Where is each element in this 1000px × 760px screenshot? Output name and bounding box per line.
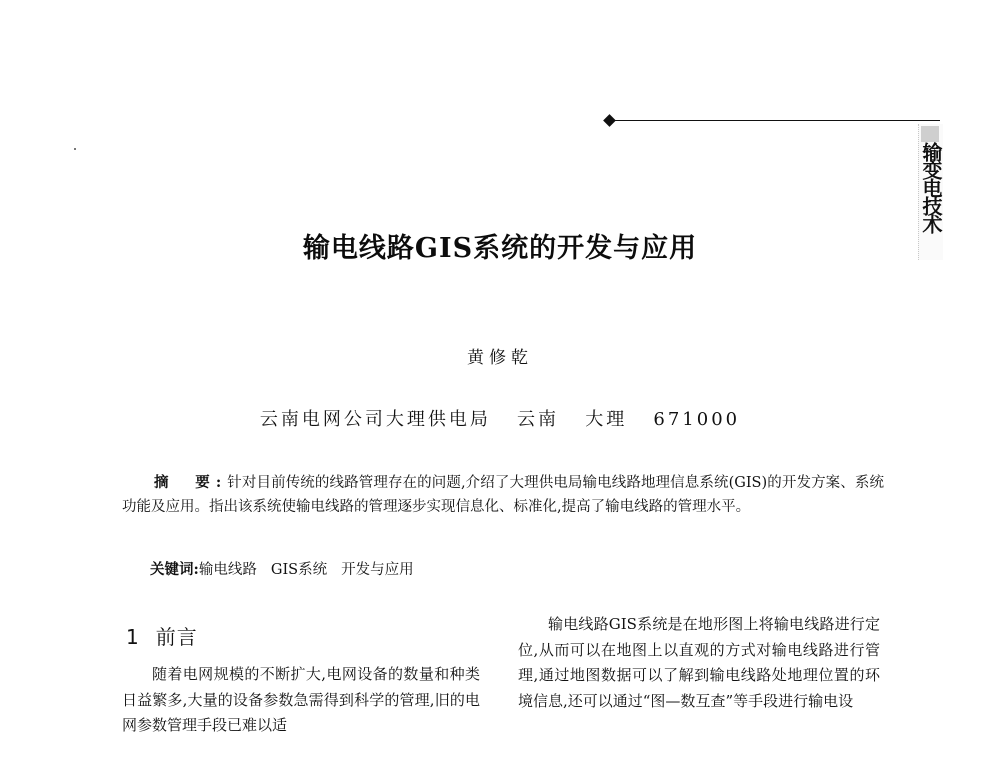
affiliation-postcode: 671000 — [653, 409, 741, 430]
side-tab-label: 输变电技术 — [919, 142, 943, 232]
section-heading — [126, 622, 480, 652]
abstract — [122, 471, 884, 519]
header-rule — [610, 120, 940, 121]
affiliation-city: 大理 — [585, 409, 628, 430]
body-paragraph: 输电线路GIS系统是在地形图上将输电线路进行定位,从而可以在地图上以直观的方式对输电线路进行管理,通过地图数据可以了解到输电线路处地理位置的环境信息,还可以通过“图—数互查”等手段进行输电设 — [518, 615, 880, 710]
body-column-left — [122, 622, 480, 739]
abstract-label: 摘 要: — [154, 474, 228, 491]
scan-speck — [74, 148, 76, 150]
keyword-item: 输电线路 — [198, 562, 257, 578]
affiliation-org: 云南电网公司大理供电局 — [259, 409, 491, 430]
keywords-label: 关键词: — [150, 561, 199, 578]
section-title: 前言 — [155, 625, 198, 649]
diamond-ornament-icon — [603, 114, 616, 127]
abstract-text: 针对目前传统的线路管理存在的问题,介绍了大理供电局输电线路地理信息系统(GIS)的开发方案、系统功能及应用。指出该系统使输电线路的管理逐步实现信息化、标准化,提高了输电线路的管理水平。 — [122, 475, 884, 515]
author-name: 黄修乾 — [467, 348, 533, 368]
tab-decoration — [921, 126, 939, 142]
article-title: 输电线路GIS系统的开发与应用 — [302, 233, 698, 264]
keywords — [150, 559, 870, 581]
affiliation-province: 云南 — [517, 409, 560, 430]
keyword-item: 开发与应用 — [341, 562, 414, 578]
section-number: 1 — [126, 625, 140, 649]
keyword-item: GIS系统 — [270, 562, 328, 578]
author-affiliation — [0, 405, 1000, 431]
body-paragraph: 随着电网规模的不断扩大,电网设备的数量和种类日益繁多,大量的设备参数急需得到科学的管理,旧的电网参数管理手段已难以适 — [122, 665, 480, 734]
body-column-right — [518, 612, 880, 714]
